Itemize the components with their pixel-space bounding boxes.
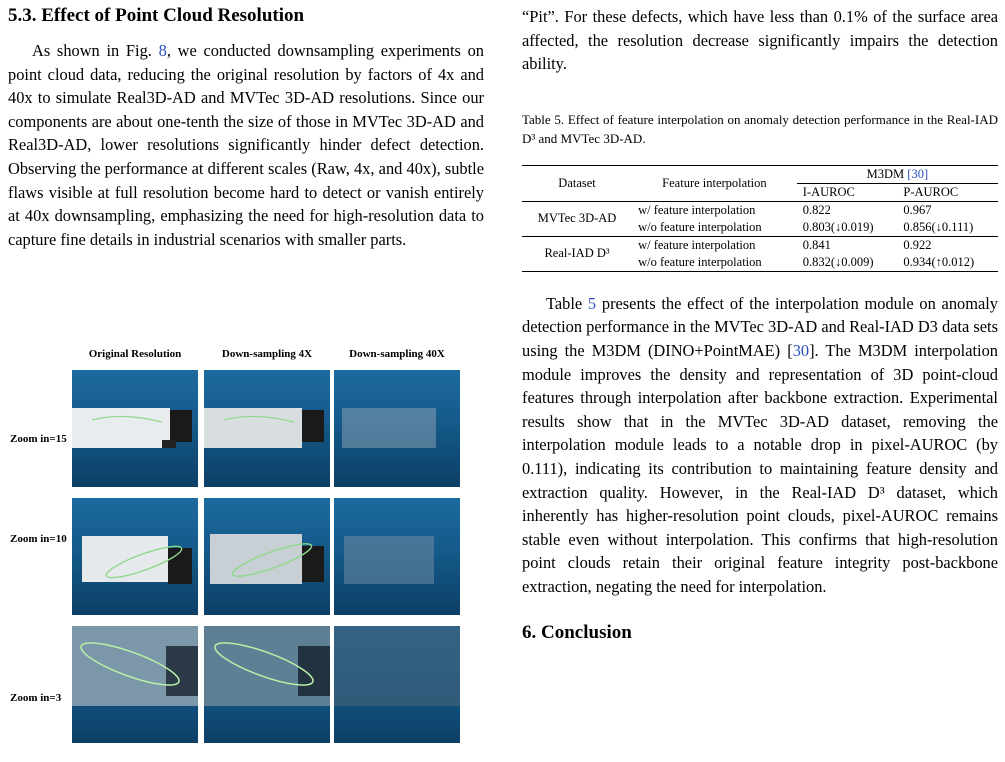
cell-feature: w/o feature interpolation — [638, 219, 762, 234]
m3dm-label: M3DM — [866, 166, 908, 181]
row-label-zoom-15: Zoom in=15 — [10, 433, 67, 445]
col-header-m3dm — [797, 165, 998, 183]
panel-40x-zoom-15 — [334, 370, 460, 487]
col-header-feature: Feature interpolation — [632, 165, 797, 201]
col-header-original: Original Resolution — [88, 348, 182, 360]
left-column — [8, 0, 484, 251]
pointcloud-image — [334, 626, 460, 743]
cell-pauroc: 0.922 — [897, 236, 998, 254]
cell-iauroc: 0.832(↓0.009) — [797, 254, 898, 272]
table-row — [522, 236, 998, 254]
panel-4x-zoom-15 — [204, 370, 330, 487]
col-header-40x: Down-sampling 40X — [349, 348, 445, 360]
panel-40x-zoom-3 — [334, 626, 460, 743]
ref-30-inline-link[interactable]: 30 — [792, 340, 810, 360]
cell-iauroc: 0.841 — [797, 236, 898, 254]
panel-4x-zoom-10 — [204, 498, 330, 615]
panel-original-zoom-10 — [72, 498, 198, 615]
cell-dataset: MVTec 3D-AD — [522, 201, 632, 236]
pointcloud-image — [204, 370, 330, 487]
table-5-link[interactable]: 5 — [587, 293, 597, 313]
col-header-4x: Down-sampling 4X — [221, 348, 313, 360]
para2-text-c: ]. The M3DM interpolation module improves the density and representation of 3D point-cloud features through interpolation after backbone extraction. Experimental results show that in the MVTec 3D-AD dataset, removing the interpolation module leads to a notable drop in pixel-AUROC (by 0.111), indicating its contribution to maintaining feature density and extraction quality. However, in the Real-IAD D³ dataset, which inherently has higher-resolution point clouds, pixel-AUROC remains stable even without interpolation. This confirms that high-resolution point clouds retain their original feature integrity post-backbone extraction, negating the need for interpolation. — [522, 340, 998, 596]
continued-paragraph: “Pit”. For these defects, which have less than 0.1% of the surface area affected, the resolution decrease significantly impairs the detection ability. — [522, 7, 998, 74]
resolution-paragraph — [8, 39, 484, 251]
cell-pauroc: 0.856(↓0.111) — [903, 219, 974, 234]
section-heading-5-3: 5.3. Effect of Point Cloud Resolution — [8, 5, 305, 26]
para1-text-a: As shown in Fig. — [32, 41, 159, 60]
cell-feature: w/ feature interpolation — [632, 236, 797, 254]
cell-pauroc: 0.967 — [897, 201, 998, 219]
section-heading-6: 6. Conclusion — [522, 621, 632, 643]
cell-feature: w/ feature interpolation — [632, 201, 797, 219]
pointcloud-image — [204, 626, 330, 743]
table-5 — [522, 165, 998, 272]
panel-40x-zoom-10 — [334, 498, 460, 615]
panel-original-zoom-15 — [72, 370, 198, 487]
figure-8-link[interactable]: 8 — [158, 41, 167, 60]
interpolation-paragraph — [522, 292, 998, 599]
table-5-caption: Table 5. Effect of feature interpolation on anomaly detection performance in the Real-IAD D³ and MVTec 3D-AD. — [522, 111, 998, 146]
cell-pauroc: 0.934(↑0.012) — [897, 254, 998, 272]
para2-text-b: presents the effect of the interpolation module on anomaly detection performance in the MVTec 3D-AD and Real-IAD D3 data sets using the M3DM (DINO+PointMAE) [ — [522, 293, 998, 360]
pointcloud-image — [204, 498, 330, 615]
pointcloud-image — [334, 498, 460, 615]
pointcloud-image — [72, 498, 198, 615]
table-row — [522, 201, 998, 219]
cell-iauroc: 0.803(↓0.019) — [802, 219, 874, 234]
para1-text-b: , we conducted downsampling experiments on point cloud data, reducing the original resolution by factors of 4x and 40x to simulate Real3D-AD and MVTec 3D-AD resolutions. Since our components are about one-tenth the size of those in MVTec 3D-AD and Real3D-AD, lower resolutions significantly hinder defect detection. Observing the performance at different scales (Raw, 4x, and 40x), subtle flaws visible at full resolution become hard to detect or vanish entirely at 40x downsampling, emphasizing the need for high-resolution data to capture fine details in industrial scenarios with smaller parts. — [8, 41, 484, 249]
col-header-pauroc: P-AUROC — [903, 184, 959, 199]
cell-iauroc: 0.822 — [797, 201, 898, 219]
pointcloud-image — [72, 626, 198, 743]
row-label-zoom-10: Zoom in=10 — [10, 533, 67, 545]
pointcloud-image — [334, 370, 460, 487]
row-label-zoom-3: Zoom in=3 — [10, 692, 62, 704]
cell-feature: w/o feature interpolation — [632, 254, 797, 272]
cell-dataset: Real-IAD D³ — [522, 236, 632, 271]
right-column — [522, 0, 998, 645]
panel-original-zoom-3 — [72, 626, 198, 743]
figure-resolution-grid — [0, 348, 484, 728]
ref-30-link[interactable]: [30] — [907, 166, 929, 181]
col-header-dataset: Dataset — [522, 165, 632, 201]
para2-text-a: Table — [546, 293, 588, 313]
col-header-iauroc: I-AUROC — [802, 184, 855, 199]
panel-4x-zoom-3 — [204, 626, 330, 743]
pointcloud-image — [72, 370, 198, 487]
